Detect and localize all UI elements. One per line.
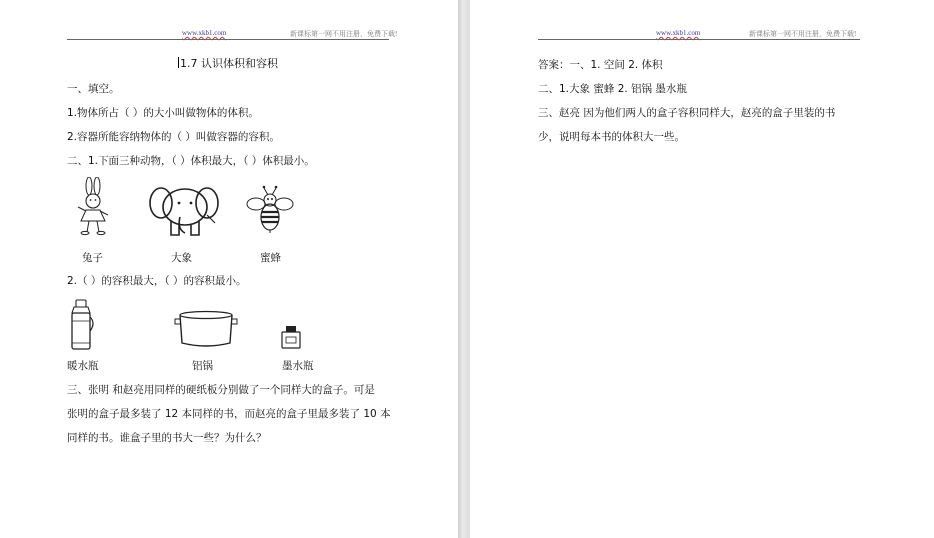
- title-text: .7 认识体积和容积: [187, 57, 278, 70]
- container-label-thermos: 暖水瓶: [67, 360, 99, 372]
- bee-illustration: [246, 182, 294, 234]
- question-1: 1.物体所占（ ）的大小叫做物体的体积。: [67, 107, 259, 119]
- header-rule: [67, 39, 389, 40]
- page-gutter: [458, 0, 470, 538]
- aluminum-pot-illustration: [174, 309, 238, 349]
- answer-line-2: 二、1.大象 蜜蜂 2. 铝锅 墨水瓶: [538, 83, 687, 95]
- header-slogan: 新课标第一网不用注册，免费下载!: [749, 30, 857, 38]
- worksheet-title: [178, 57, 278, 71]
- question-5-line-1: 三、张明 和赵亮用同样的硬纸板分别做了一个同样大的盒子。可是: [67, 384, 375, 396]
- question-5-line-3: 同样的书。谁盒子里的书大一些？为什么？: [67, 432, 267, 444]
- answer-page: [470, 0, 934, 538]
- answer-line-1: 答案：一、1. 空间 2. 体积: [538, 59, 663, 71]
- animal-label-elephant: 大象: [171, 252, 192, 264]
- header-site: www.xkb1.com: [656, 29, 701, 37]
- container-label-ink-bottle: 墨水瓶: [282, 360, 314, 372]
- question-5-line-2: 张明的盒子最多装了 12 本同样的书，而赵亮的盒子里最多装了 10 本: [67, 408, 391, 420]
- animal-label-bee: 蜜蜂: [260, 252, 281, 264]
- answer-line-3: 三、赵亮 因为他们两人的盒子容积同样大，赵亮的盒子里装的书: [538, 107, 836, 119]
- question-3: 二、1.下面三种动物，（ ）体积最大，（ ）体积最小。: [67, 155, 315, 167]
- section1-heading: 一、填空。: [67, 83, 120, 95]
- header-slogan: 新课标第一网不用注册，免费下载!: [290, 30, 398, 38]
- title-prefix: 1: [180, 57, 187, 70]
- rabbit-illustration: [72, 177, 114, 237]
- header-rule: [538, 39, 860, 40]
- question-2: 2.容器所能容纳物体的（ ）叫做容器的容积。: [67, 131, 280, 143]
- elephant-illustration: [147, 179, 221, 239]
- worksheet-page: [0, 0, 458, 538]
- container-label-pot: 铝锅: [192, 360, 213, 372]
- question-4: 2.（ ）的容积最大，（ ）的容积最小。: [67, 275, 247, 287]
- header-site: www.xkb1.com: [182, 29, 227, 37]
- answer-line-4: 少，说明每本书的体积大一些。: [538, 131, 685, 143]
- text-cursor: [178, 57, 179, 68]
- animal-label-rabbit: 兔子: [82, 252, 103, 264]
- ink-bottle-illustration: [280, 325, 302, 349]
- thermos-illustration: [67, 299, 97, 351]
